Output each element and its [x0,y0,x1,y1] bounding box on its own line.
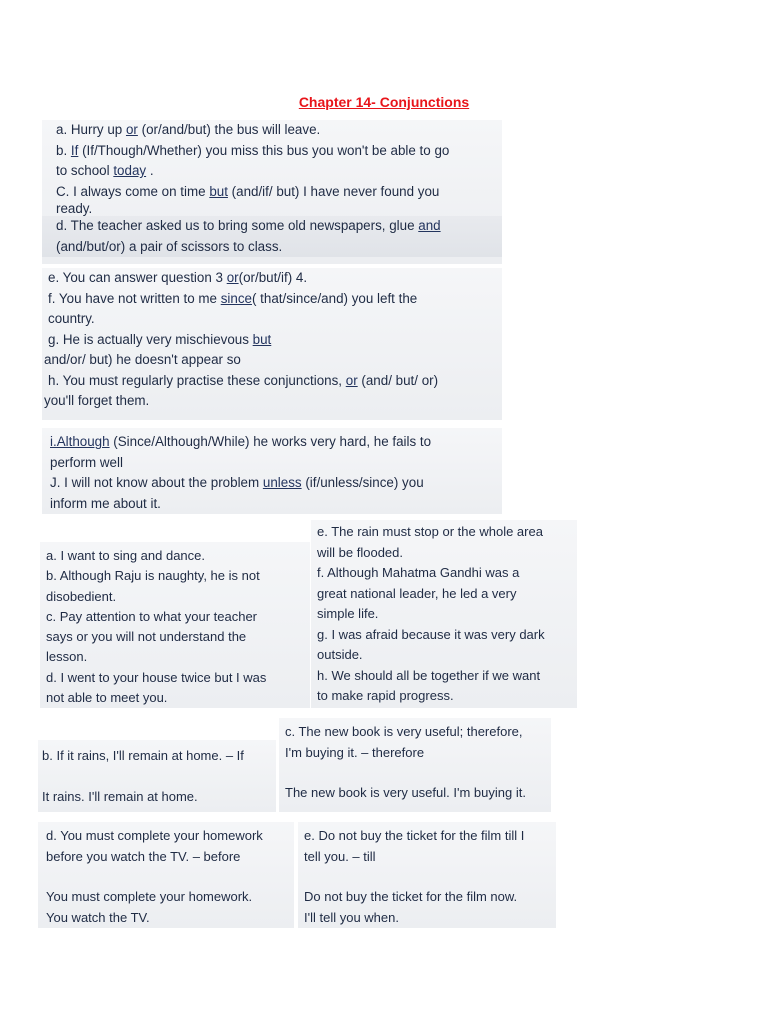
item-d [56,216,488,237]
item-f-cont: country. [48,311,95,326]
question-cont: I'm buying it. – therefore [285,744,425,760]
item-c [56,182,488,203]
line: d. I went to your house twice but I was [46,669,267,685]
question: e. Do not buy the ticket for the film till I [304,828,525,843]
text: a. Hurry up [56,122,126,137]
answer: today [113,163,147,178]
line: b. Although Raju is naughty, he is not [46,568,260,584]
exercise-block-4-right [311,520,577,708]
exercise-block-1 [42,120,502,264]
line: outside. [317,647,363,662]
text: g. He is actually very mischievous [48,331,253,347]
item-a [56,120,488,141]
answer: but [209,183,228,199]
question: c. The new book is very useful; therefore, [285,724,523,739]
item-d-band [42,216,502,257]
spacer [46,867,286,887]
text: e. You can answer question 3 [48,270,227,285]
item-g-cont: and/or/ but) he doesn't appear so [44,352,241,367]
answer: since [220,290,252,306]
item-g [48,330,496,351]
page-title: Chapter 14- Conjunctions [298,94,470,110]
exercise-block-6-left [38,822,294,928]
question: d. You must complete your homework [46,828,263,843]
text: to school [56,163,114,178]
answer: Do not buy the ticket for the film now. [304,889,518,904]
text: (and/ but/ or) [357,372,439,388]
item-h [48,371,496,392]
item-f [48,289,496,310]
text: f. You have not written to me [48,290,221,306]
item-j-cont: inform me about it. [50,495,161,511]
text: (If/Though/Whether) you miss this bus you won't be able to go [78,142,450,158]
text: J. I will not know about the problem [50,475,263,490]
text: (and/if/ but) I have never found you [227,183,440,199]
line: e. The rain must stop or the whole area [317,524,543,539]
text: d. The teacher asked us to bring some old newspapers, glue [56,218,419,233]
exercise-block-3 [42,428,502,514]
exercise-block-2 [42,268,502,420]
answer: You must complete your homework. [46,889,253,904]
answer: or [226,270,239,285]
answer-cont: You watch the TV. [46,909,150,925]
exercise-block-4-left [40,542,310,708]
item-i [50,432,494,453]
line: disobedient. [46,588,117,604]
item-b-cont [56,161,488,182]
line: c. Pay attention to what your teacher [46,608,258,624]
text: . [146,163,154,178]
line: will be flooded. [317,544,403,560]
item-d-cont: (and/but/or) a pair of scissors to class. [56,238,283,254]
answer: but [252,331,272,347]
answer: and [418,218,441,233]
text: (or/but/if) 4. [238,270,308,285]
item-i-cont: perform well [50,454,123,470]
answer: unless [262,475,302,490]
item-h-cont: you'll forget them. [44,393,150,408]
line: lesson. [46,649,88,665]
answer: It rains. I'll remain at home. [42,788,198,804]
item-c-cont: ready. [56,201,93,216]
text: b. [56,142,71,158]
line: a. I want to sing and dance. [46,548,205,563]
text: C. I always come on time [56,183,210,199]
line: not able to meet you. [46,690,168,706]
exercise-block-5-left [38,740,276,812]
item-j [50,473,494,494]
text: (if/unless/since) you [301,475,424,490]
spacer [304,867,550,887]
question: b. If it rains, I'll remain at home. – If [42,748,244,763]
question-cont: tell you. – till [304,848,376,864]
answer-cont: I'll tell you when. [304,909,399,925]
line: says or you will not understand the [46,629,247,645]
line: f. Although Mahatma Gandhi was a [317,565,520,580]
item-b [56,141,488,162]
line: simple life. [317,606,379,621]
question-cont: before you watch the TV. – before [46,848,241,864]
answer: or [125,122,138,137]
text: (Since/Although/While) he works very hard, he fails to [109,434,432,449]
exercise-block-5-right [279,718,551,812]
line: h. We should all be together if we want [317,667,541,683]
exercise-block-6-right [298,822,556,928]
answer: The new book is very useful. I'm buying it. [285,785,526,800]
line: great national leader, he led a very [317,585,517,601]
answer: If [70,142,79,158]
line: g. I was afraid because it was very dark [317,626,545,642]
line: to make rapid progress. [317,688,454,703]
text: (or/and/but) the bus will leave. [137,122,321,137]
spacer [42,767,272,787]
text: h. You must regularly practise these conjunctions, [48,372,346,388]
item-e [48,268,496,289]
answer: i.Although [50,434,110,449]
answer: or [345,372,358,388]
spacer [285,763,545,783]
text: ( that/since/and) you left the [251,290,418,306]
